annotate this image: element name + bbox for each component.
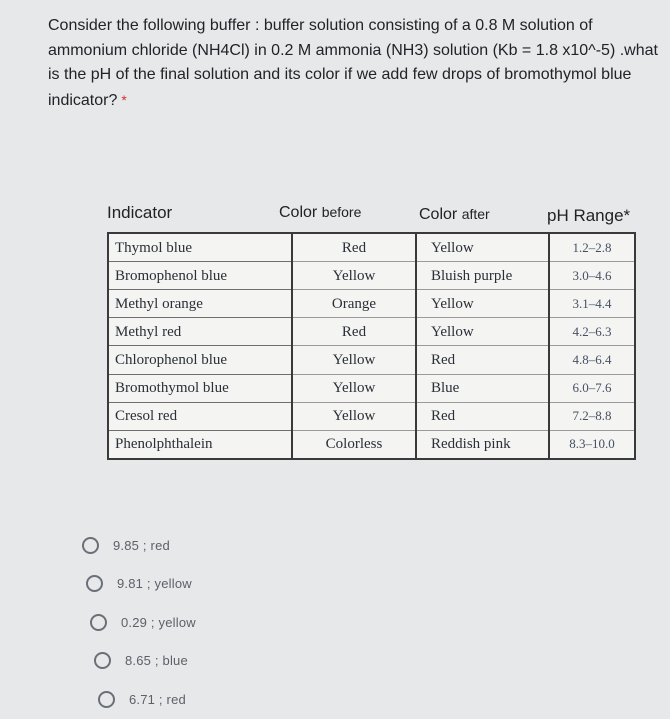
cell-ph-range: 4.8–6.4	[549, 346, 634, 374]
table-row	[109, 374, 634, 402]
answer-option[interactable]	[86, 565, 196, 604]
cell-indicator: Bromothymol blue	[109, 374, 292, 402]
radio-button-icon[interactable]	[90, 614, 107, 631]
cell-ph-range: 7.2–8.8	[549, 402, 634, 430]
cell-indicator: Phenolphthalein	[109, 430, 292, 458]
cell-color-before: Red	[292, 318, 416, 346]
cell-ph-range: 1.2–2.8	[549, 234, 634, 262]
radio-button-icon[interactable]	[82, 537, 99, 554]
cell-indicator: Methyl red	[109, 318, 292, 346]
table-row	[109, 318, 634, 346]
cell-color-after: Yellow	[416, 234, 549, 262]
cell-indicator: Bromophenol blue	[109, 262, 292, 290]
answer-option-label: 8.65 ; blue	[125, 653, 188, 669]
header-indicator: Indicator	[107, 203, 173, 222]
cell-color-after: Red	[416, 346, 549, 374]
required-asterisk: *	[121, 91, 127, 108]
indicator-table-body	[109, 234, 634, 458]
table-row	[109, 234, 634, 262]
indicator-table	[107, 232, 636, 460]
cell-indicator: Thymol blue	[109, 234, 292, 262]
cell-color-after: Yellow	[416, 318, 549, 346]
cell-color-after: Reddish pink	[416, 430, 549, 458]
indicator-table-grid	[109, 234, 634, 458]
table-row	[109, 430, 634, 458]
cell-color-after: Yellow	[416, 290, 549, 318]
radio-button-icon[interactable]	[86, 575, 103, 592]
header-color-before	[279, 204, 361, 222]
header-color-after-small: after	[461, 206, 490, 222]
cell-color-before: Red	[292, 234, 416, 262]
table-row	[109, 402, 634, 430]
cell-ph-range: 6.0–7.6	[549, 374, 634, 402]
answer-option[interactable]	[98, 680, 196, 719]
radio-button-icon[interactable]	[94, 652, 111, 669]
cell-color-after: Bluish purple	[416, 262, 549, 290]
answer-option[interactable]	[90, 603, 196, 642]
cell-color-before: Yellow	[292, 346, 416, 374]
answer-option-label: 9.85 ; red	[113, 537, 170, 553]
cell-ph-range: 3.1–4.4	[549, 290, 634, 318]
radio-button-icon[interactable]	[98, 691, 115, 708]
cell-ph-range: 3.0–4.6	[549, 262, 634, 290]
cell-color-after: Blue	[416, 374, 549, 402]
header-color-after	[419, 206, 490, 224]
question-text-block	[48, 14, 666, 113]
cell-indicator: Cresol red	[109, 402, 292, 430]
cell-color-after: Red	[416, 402, 549, 430]
answer-options	[82, 526, 196, 719]
table-row	[109, 346, 634, 374]
answer-option-label: 9.81 ; yellow	[117, 576, 192, 592]
question-text: Consider the following buffer : buffer solution consisting of a 0.8 M solution of ammonium chloride (NH4Cl) in 0.2 M ammonia (NH3) solution (Kb = 1.8 x10^-5) .what is the pH of the final solution and its color if we add few drops of bromothymol blue indicator?	[48, 17, 658, 109]
cell-color-before: Yellow	[292, 402, 416, 430]
table-row	[109, 290, 634, 318]
cell-color-before: Colorless	[292, 430, 416, 458]
cell-color-before: Orange	[292, 290, 416, 318]
cell-indicator: Methyl orange	[109, 290, 292, 318]
header-color-before-small: before	[321, 204, 362, 220]
cell-color-before: Yellow	[292, 374, 416, 402]
table-row	[109, 262, 634, 290]
answer-option[interactable]	[82, 526, 196, 565]
answer-option[interactable]	[94, 642, 196, 681]
answer-option-label: 6.71 ; red	[129, 691, 186, 707]
cell-ph-range: 4.2–6.3	[549, 318, 634, 346]
header-color-after-main: Color	[419, 206, 458, 223]
header-color-before-main: Color	[279, 204, 318, 221]
answer-option-label: 0.29 ; yellow	[121, 614, 196, 630]
header-ph-range: pH Range*	[547, 206, 631, 225]
cell-color-before: Yellow	[292, 262, 416, 290]
cell-indicator: Chlorophenol blue	[109, 346, 292, 374]
cell-ph-range: 8.3–10.0	[569, 436, 615, 452]
